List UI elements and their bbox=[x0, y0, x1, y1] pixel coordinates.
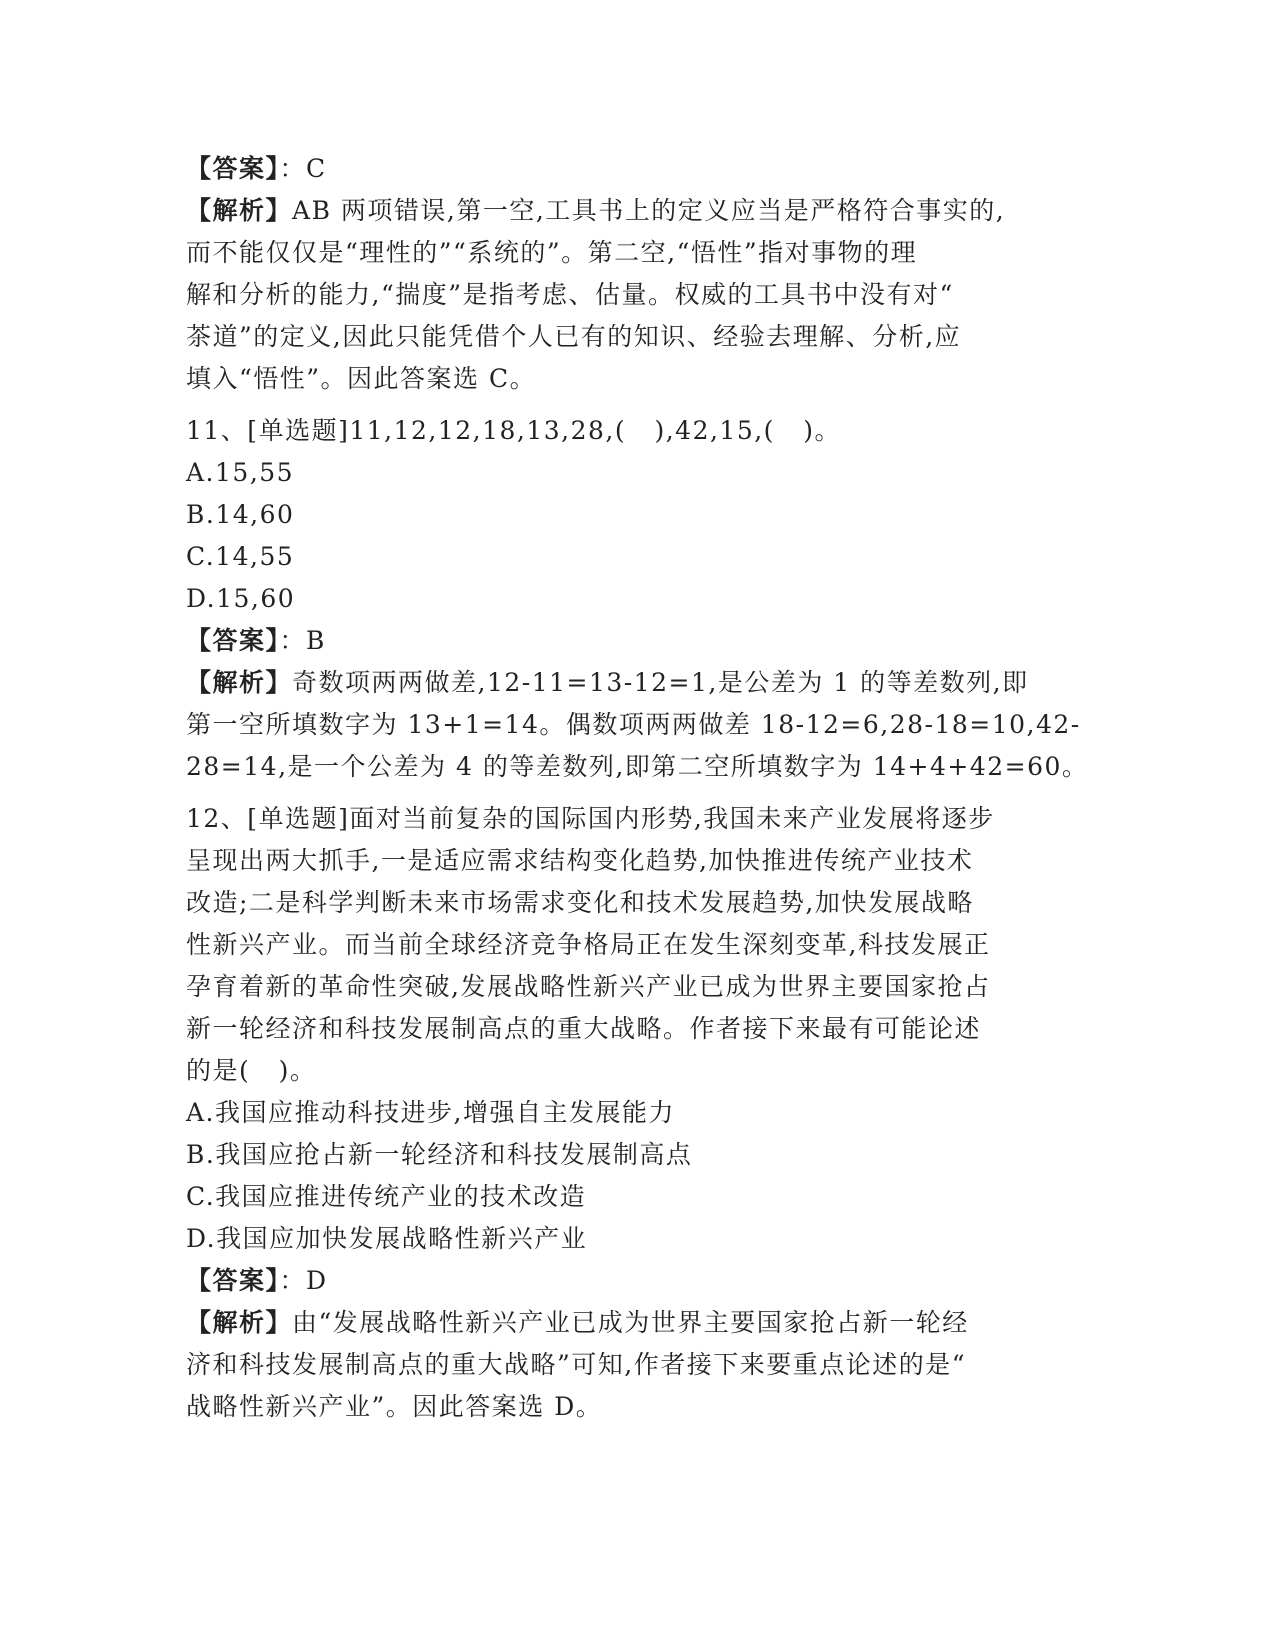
answer-value: ：C bbox=[279, 154, 327, 183]
analysis-line bbox=[186, 662, 1076, 704]
answer-line bbox=[186, 148, 1076, 190]
option-b: B.我国应抢占新一轮经济和科技发展制高点 bbox=[186, 1140, 693, 1169]
question-stem: 12、[单选题]面对当前复杂的国际国内形势,我国未来产业发展将逐步 bbox=[186, 804, 995, 833]
analysis-text: AB 两项错误,第一空,工具书上的定义应当是严格符合事实的, bbox=[292, 196, 1006, 225]
analysis-text: 奇数项两两做差,12-11=13-12=1,是公差为 1 的等差数列,即 bbox=[292, 668, 1029, 697]
analysis-text: 由“发展战略性新兴产业已成为世界主要国家抢占新一轮经 bbox=[292, 1308, 969, 1337]
answer-value: ：B bbox=[279, 626, 326, 655]
option-a: A.15,55 bbox=[186, 458, 295, 487]
option-c: C.我国应推进传统产业的技术改造 bbox=[186, 1182, 587, 1211]
question-stem: 改造;二是科学判断未来市场需求变化和技术发展趋势,加快发展战略 bbox=[186, 888, 974, 917]
question-stem: 的是( )。 bbox=[186, 1056, 317, 1085]
analysis-label: 【解析】 bbox=[186, 1308, 293, 1337]
analysis-text: 而不能仅仅是“理性的”“系统的”。第二空,“悟性”指对事物的理 bbox=[186, 238, 918, 267]
analysis-label: 【解析】 bbox=[186, 196, 293, 225]
question-stem: 呈现出两大抓手,一是适应需求结构变化趋势,加快推进传统产业技术 bbox=[186, 846, 974, 875]
answer-value: ：D bbox=[279, 1266, 328, 1295]
analysis-line bbox=[186, 1302, 1076, 1344]
analysis-text: 28=14,是一个公差为 4 的等差数列,即第二空所填数字为 14+4+42=60。 bbox=[186, 752, 1089, 781]
answer-line bbox=[186, 1260, 1076, 1302]
question-stem: 11、[单选题]11,12,12,18,13,28,( ),42,15,( )。 bbox=[186, 416, 842, 445]
analysis-text: 第一空所填数字为 13+1=14。偶数项两两做差 18-12=6,28-18=10,42- bbox=[186, 710, 1081, 739]
question-stem: 孕育着新的革命性突破,发展战略性新兴产业已成为世界主要国家抢占 bbox=[186, 972, 991, 1001]
analysis-text: 茶道”的定义,因此只能凭借个人已有的知识、经验去理解、分析,应 bbox=[186, 322, 962, 351]
analysis-text: 填入“悟性”。因此答案选 C。 bbox=[186, 364, 537, 393]
answer-line bbox=[186, 620, 1076, 662]
option-a: A.我国应推动科技进步,增强自主发展能力 bbox=[186, 1098, 675, 1127]
question-stem: 新一轮经济和科技发展制高点的重大战略。作者接下来最有可能论述 bbox=[186, 1014, 982, 1043]
document-page bbox=[186, 148, 1089, 1428]
option-d: D.我国应加快发展战略性新兴产业 bbox=[186, 1224, 588, 1253]
analysis-text: 解和分析的能力,“揣度”是指考虑、估量。权威的工具书中没有对“ bbox=[186, 280, 954, 309]
answer-label: 【答案】 bbox=[186, 154, 280, 183]
answer-label: 【答案】 bbox=[186, 1266, 280, 1295]
analysis-text: 战略性新兴产业”。因此答案选 D。 bbox=[186, 1392, 603, 1421]
option-c: C.14,55 bbox=[186, 542, 295, 571]
analysis-text: 济和科技发展制高点的重大战略”可知,作者接下来要重点论述的是“ bbox=[186, 1350, 967, 1379]
option-b: B.14,60 bbox=[186, 500, 295, 529]
answer-label: 【答案】 bbox=[186, 626, 280, 655]
analysis-label: 【解析】 bbox=[186, 668, 293, 697]
question-stem: 性新兴产业。而当前全球经济竞争格局正在发生深刻变革,科技发展正 bbox=[186, 930, 991, 959]
option-d: D.15,60 bbox=[186, 584, 296, 613]
analysis-line bbox=[186, 190, 1076, 232]
